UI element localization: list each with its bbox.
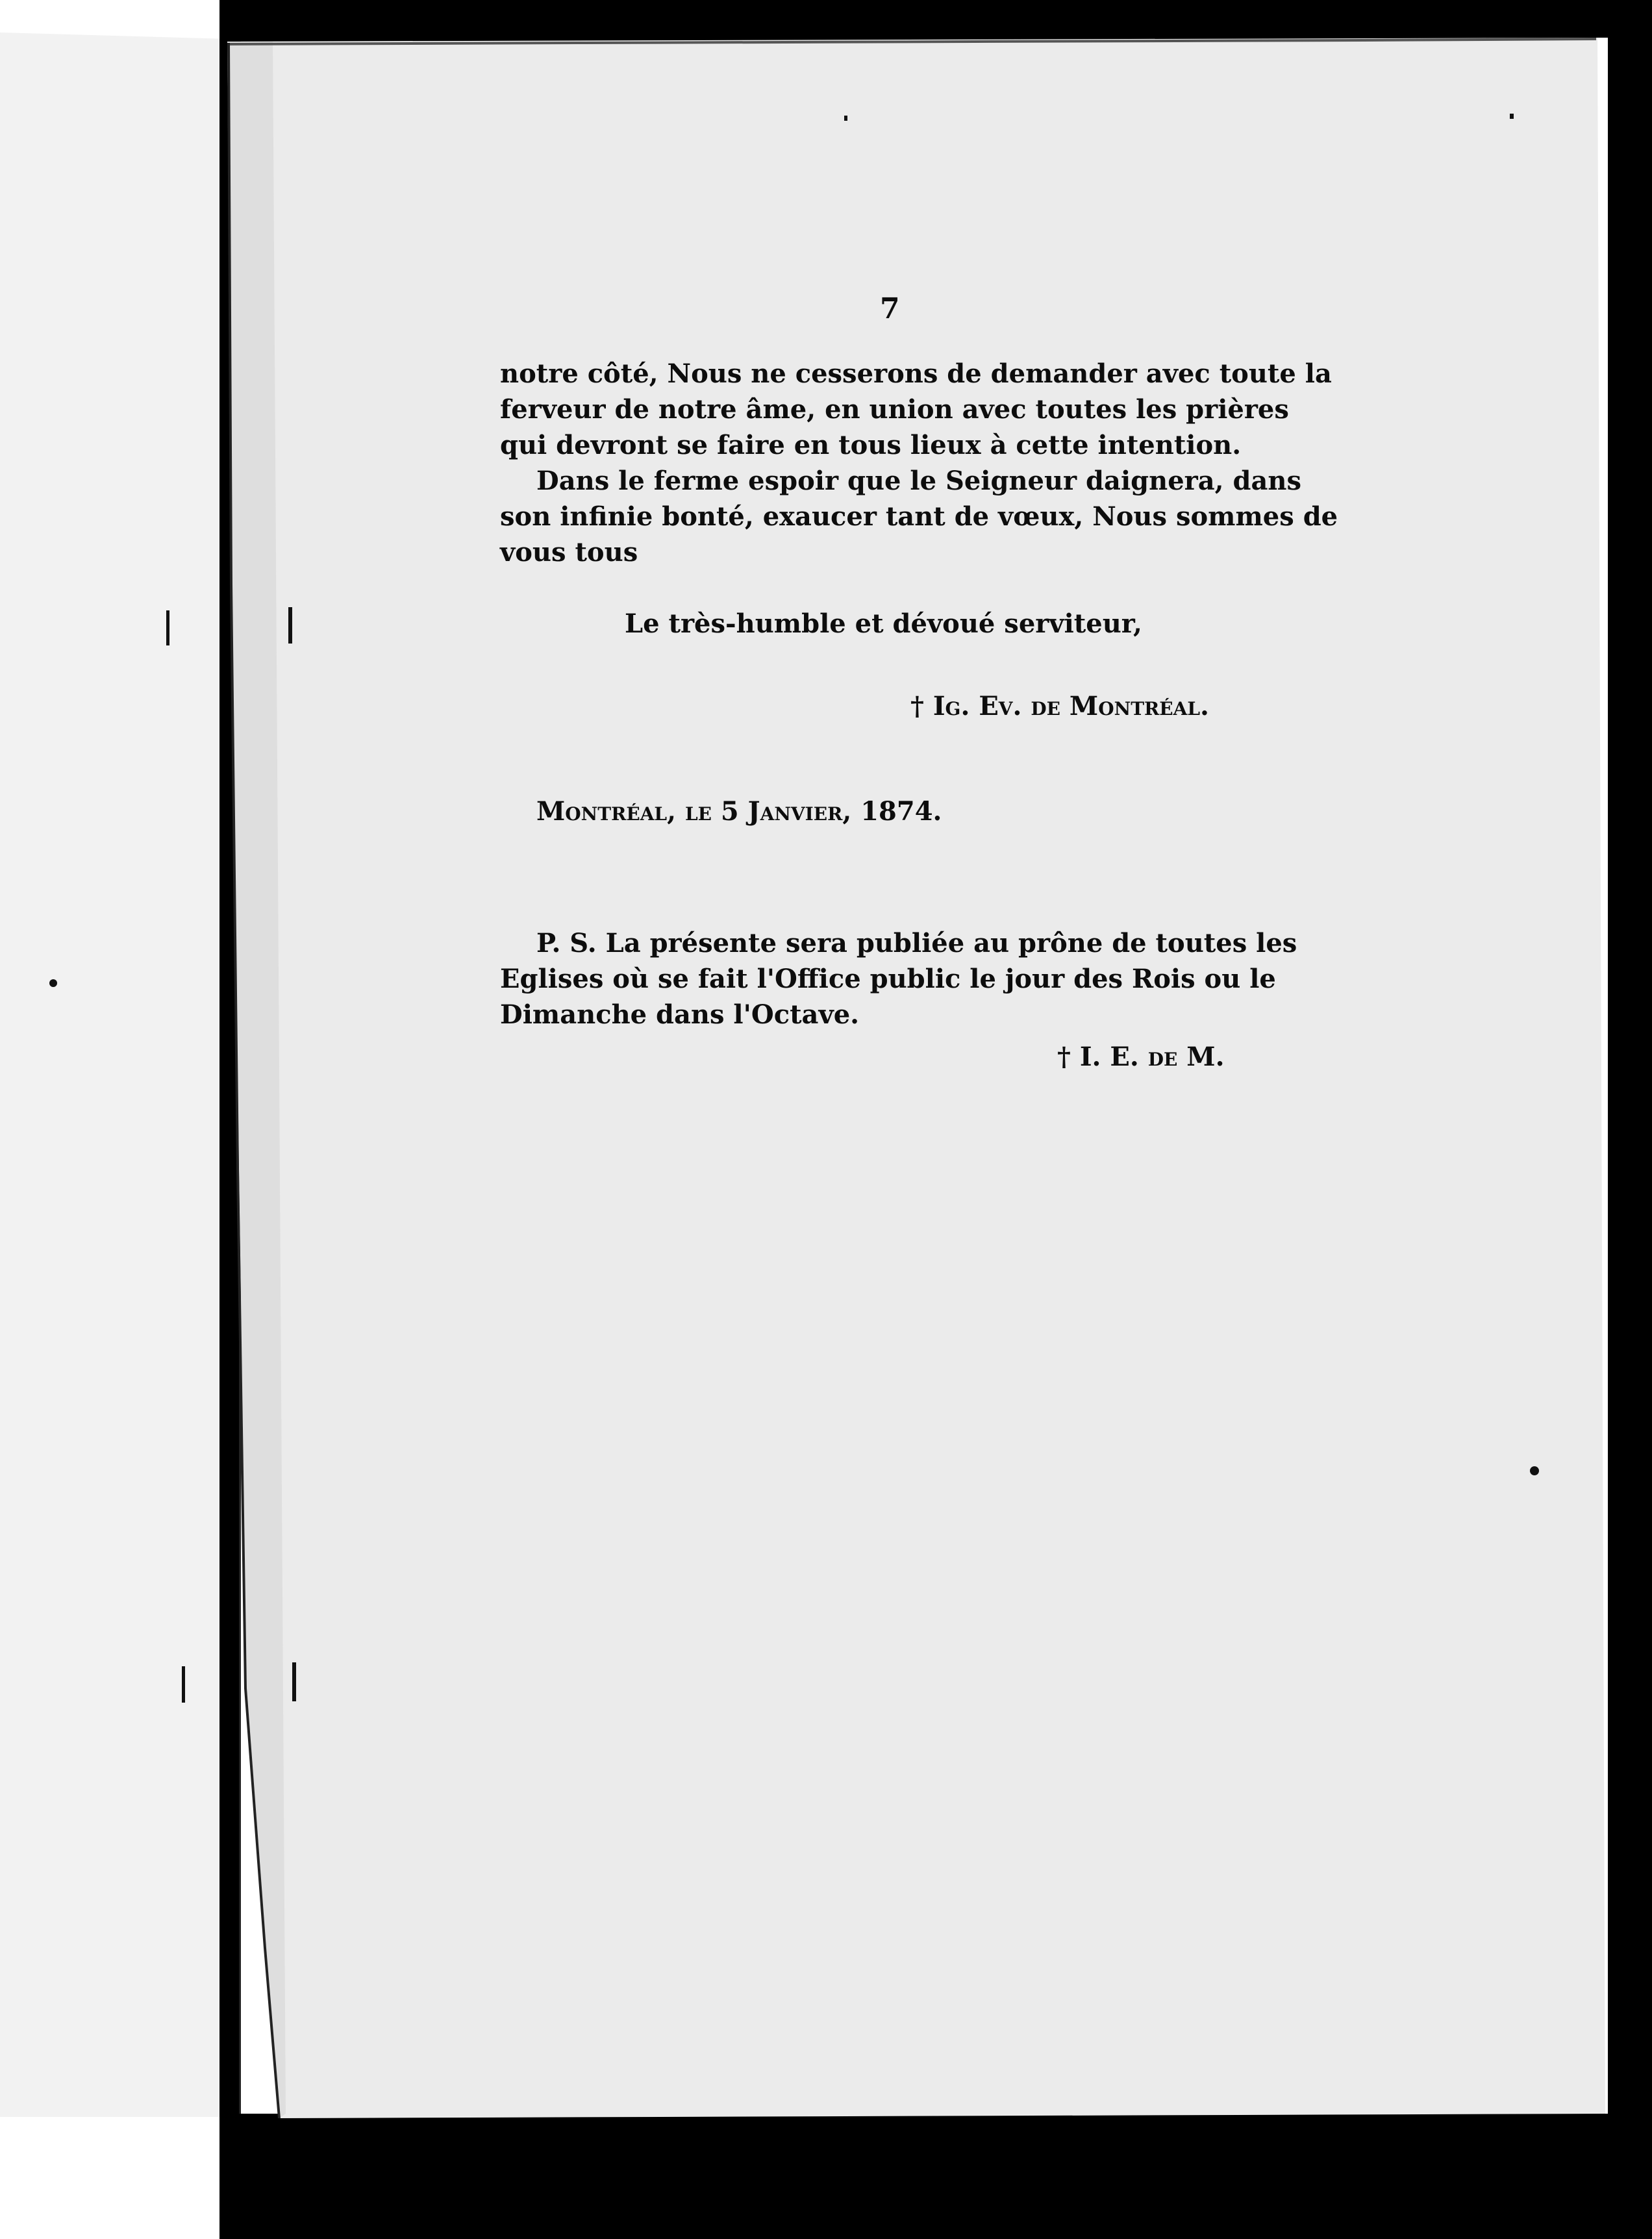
dateline: Montréal, le 5 Janvier, 1874. (536, 796, 942, 827)
scan-mark (166, 610, 169, 645)
scan-mark (844, 116, 847, 121)
page-number: 7 (880, 292, 900, 325)
paragraph-line: ferveur de notre âme, en union avec toutes les prières (500, 394, 1289, 425)
postscript-line: Eglises où se fait l'Office public le jour des Rois ou le (500, 964, 1276, 994)
paragraph-line: Dans le ferme espoir que le Seigneur daignera, dans (536, 466, 1301, 496)
paragraph-line: vous tous (500, 537, 638, 568)
paragraph-line: notre côté, Nous ne cesserons de demander avec toute la (500, 358, 1332, 389)
paragraph-line: qui devront se faire en tous lieux à cette intention. (500, 430, 1242, 460)
scan-mark (49, 979, 57, 987)
postscript-signature: † I. E. de M. (1057, 1042, 1225, 1072)
paragraph-line: son infinie bonté, exaucer tant de vœux, Nous sommes de (500, 501, 1338, 532)
scan-mark (1530, 1466, 1539, 1475)
signature: † Ig. Ev. de Montréal. (910, 691, 1209, 721)
closing-line: Le très-humble et dévoué serviteur, (625, 608, 1142, 639)
scan-mark (182, 1666, 185, 1703)
scan-mark (292, 1662, 296, 1701)
postscript-line: P. S. La présente sera publiée au prône de toutes les (536, 928, 1297, 958)
scan-mark (288, 607, 292, 644)
postscript-line: Dimanche dans l'Octave. (500, 999, 860, 1030)
scan-mark (1510, 114, 1514, 119)
